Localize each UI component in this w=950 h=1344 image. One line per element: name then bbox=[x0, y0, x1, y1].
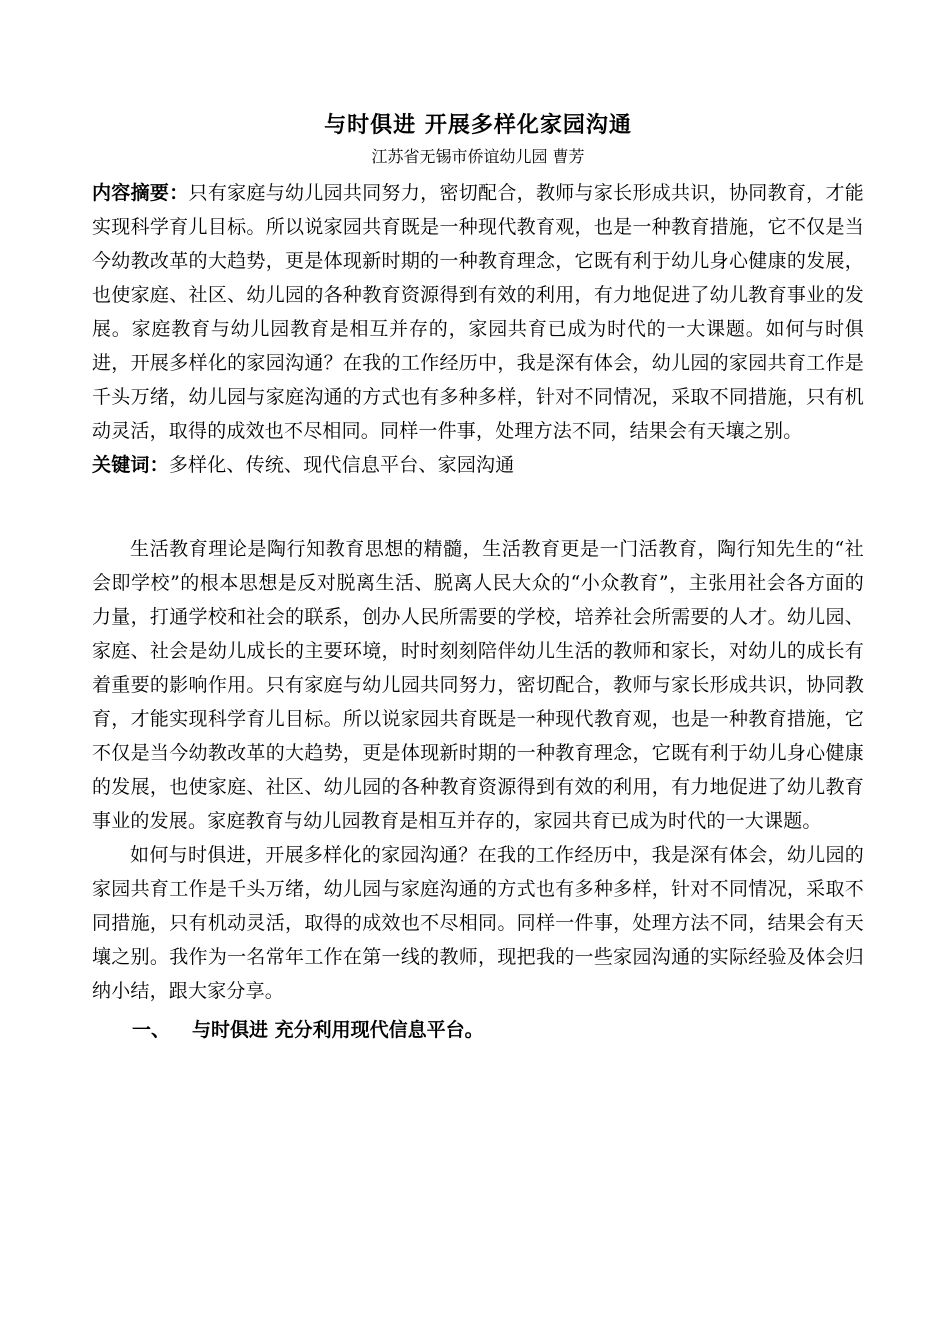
section-title: 与时俱进 充分利用现代信息平台。 bbox=[192, 1019, 484, 1041]
section-heading bbox=[92, 1012, 864, 1048]
author-line: 江苏省无锡市侨谊幼儿园 曹芳 bbox=[371, 147, 585, 166]
keywords-label: 关键词： bbox=[92, 454, 169, 476]
section-number: 一、 bbox=[132, 1019, 171, 1041]
body-paragraph: 如何与时俱进，开展多样化的家园沟通？在我的工作经历中，我是深有体会，幼儿园的家园共育工作是千头万绪，幼儿园与家庭沟通的方式也有多种多样，针对不同情况，采取不同措施，只有机动灵活，取得的成效也不尽相同。同样一件事，处理方法不同，结果会有天壤之别。我作为一名常年工作在第一线的教师，现把我的一些家园沟通的实际经验及体会归纳小结，跟大家分享。 bbox=[92, 844, 864, 1002]
abstract-text: 只有家庭与幼儿园共同努力，密切配合，教师与家长形成共识，协同教育，才能实现科学育儿目标。所以说家园共育既是一种现代教育观，也是一种教育措施，它不仅是当今幼教改革的大趋势，更是体现新时期的一种教育理念，它既有利于幼儿身心健康的发展，也使家庭、社区、幼儿园的各种教育资源得到有效的利用，有力地促进了幼儿教育事业的发展。家庭教育与幼儿园教育是相互并存的，家园共育已成为时代的一大课题。如何与时俱进，开展多样化的家园沟通？在我的工作经历中，我是深有体会，幼儿园的家园共育工作是千头万绪，幼儿园与家庭沟通的方式也有多种多样，针对不同情况，采取不同措施，只有机动灵活，取得的成效也不尽相同。同样一件事，处理方法不同，结果会有天壤之别。 bbox=[92, 182, 864, 442]
abstract-paragraph bbox=[92, 176, 864, 448]
document-page bbox=[92, 108, 864, 1048]
abstract-label: 内容摘要： bbox=[92, 182, 189, 204]
document-title: 与时俱进 开展多样化家园沟通 bbox=[324, 113, 632, 138]
body-paragraph: 生活教育理论是陶行知教育思想的精髓，生活教育更是一门活教育，陶行知先生的“社会即学校”的根本思想是反对脱离生活、脱离人民大众的“小众教育”，主张用社会各方面的力量，打通学校和社会的联系，创办人民所需要的学校，培养社会所需要的人才。幼儿园、家庭、社会是幼儿成长的主要环境，时时刻刻陪伴幼儿生活的教师和家长，对幼儿的成长有着重要的影响作用。只有家庭与幼儿园共同努力，密切配合，教师与家长形成共识，协同教育，才能实现科学育儿目标。所以说家园共育既是一种现代教育观，也是一种教育措施，它不仅是当今幼教改革的大趋势，更是体现新时期的一种教育理念，它既有利于幼儿身心健康的发展，也使家庭、社区、幼儿园的各种教育资源得到有效的利用，有力地促进了幼儿教育事业的发展。家庭教育与幼儿园教育是相互并存的，家园共育已成为时代的一大课题。 bbox=[92, 538, 864, 832]
paragraph-spacer bbox=[92, 482, 864, 532]
keywords-text: 多样化、传统、现代信息平台、家园沟通 bbox=[168, 454, 515, 476]
keywords-paragraph bbox=[92, 448, 864, 482]
